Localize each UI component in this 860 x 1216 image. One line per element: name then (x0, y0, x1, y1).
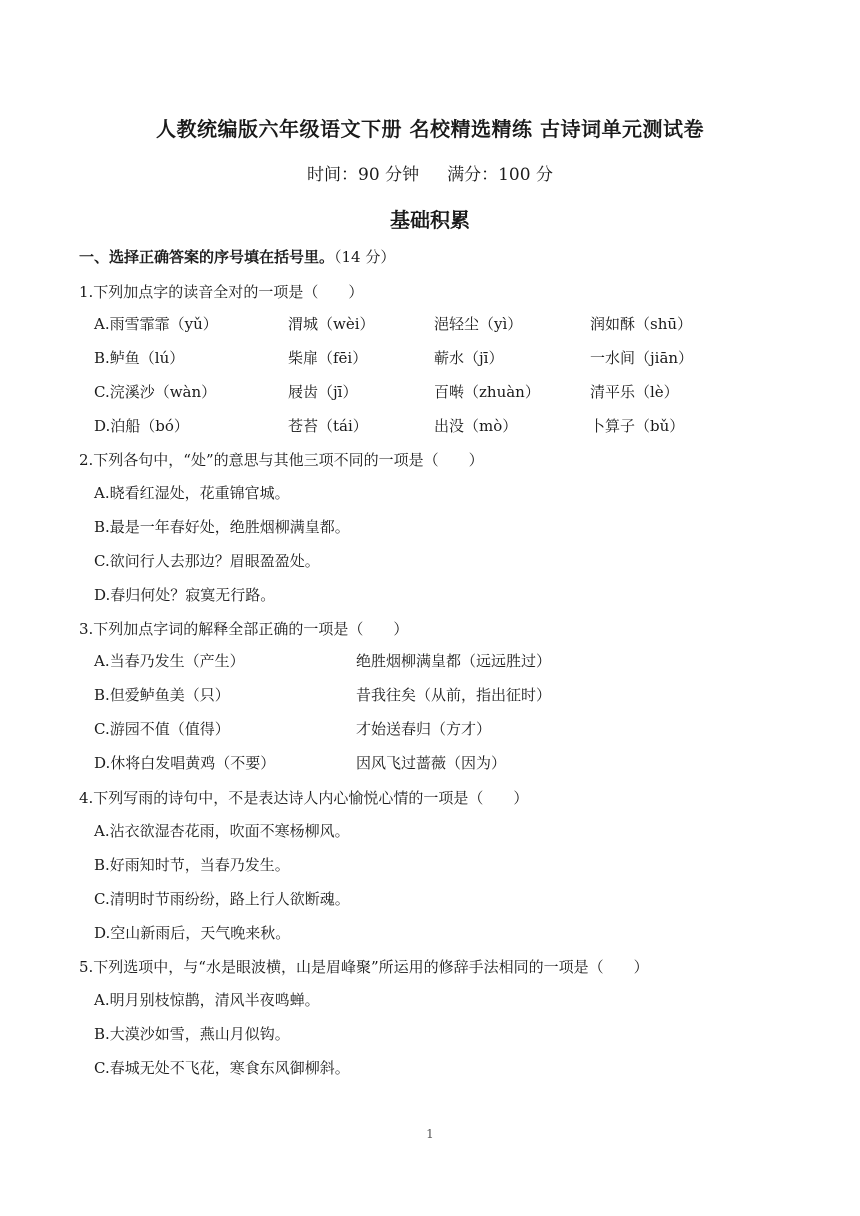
q5-option: A.明月别枝惊鹊，清风半夜鸣蝉。 (94, 991, 320, 1009)
q4-option: A.沾衣欲湿杏花雨，吹面不寒杨柳风。 (94, 822, 350, 840)
exam-meta (0, 160, 860, 185)
q1-option-cell: C.浣溪沙（wàn） (94, 383, 217, 401)
q1-option-cell: B.鲈鱼（lú） (94, 349, 185, 367)
q1-option-cell: A.雨雪霏霏（yǔ） (94, 315, 218, 333)
q1-stem: 1.下列加点字的读音全对的一项是（ ） (79, 283, 364, 301)
q2-option: A.晓看红湿处，花重锦官城。 (94, 484, 290, 502)
section-title: 基础积累 (390, 208, 470, 232)
part-points: （14 分） (334, 248, 396, 266)
page-title: 人教统编版六年级语文下册 名校精选精练 古诗词单元测试卷 (156, 117, 704, 141)
q1-option-cell: 百啭（zhuàn） (434, 383, 540, 401)
q2-stem: 2.下列各句中，“处”的意思与其他三项不同的一项是（ ） (79, 451, 484, 469)
q2-option: B.最是一年春好处，绝胜烟柳满皇都。 (94, 518, 350, 536)
part-heading-text: 一、选择正确答案的序号填在括号里。 (79, 248, 335, 266)
part-heading (79, 246, 395, 267)
q1-option-cell: 出没（mò） (434, 417, 518, 435)
q3-option-cell: 昔我往矣（从前，指出征时） (356, 686, 552, 704)
q3-option-cell: 因风飞过蔷薇（因为） (356, 754, 507, 772)
q3-option-cell: 绝胜烟柳满皇都（远远胜过） (356, 652, 552, 670)
q3-option-cell: B.但爱鲈鱼美（只） (94, 686, 230, 704)
q1-option-cell: 渭城（wèi） (288, 315, 375, 333)
q4-option: C.清明时节雨纷纷，路上行人欲断魂。 (94, 890, 350, 908)
q3-option-cell: 才始送春归（方才） (356, 720, 492, 738)
q2-option: C.欲问行人去那边？眉眼盈盈处。 (94, 552, 320, 570)
q3-option-cell: A.当春乃发生（产生） (94, 652, 245, 670)
q3-option-cell: D.休将白发唱黄鸡（不要） (94, 754, 276, 772)
q4-stem: 4.下列写雨的诗句中，不是表达诗人内心愉悦心情的一项是（ ） (79, 789, 529, 807)
q1-option-cell: 清平乐（lè） (590, 383, 679, 401)
q1-option-cell: 浥轻尘（yì） (434, 315, 523, 333)
q2-option: D.春归何处？寂寞无行路。 (94, 586, 276, 604)
q1-option-cell: 苍苔（tái） (288, 417, 368, 435)
q5-option: C.春城无处不飞花，寒食东风御柳斜。 (94, 1059, 350, 1077)
q1-option-cell: 蕲水（jī） (434, 349, 504, 367)
q1-option-cell: D.泊船（bó） (94, 417, 189, 435)
page-number: 1 (426, 1127, 434, 1141)
q1-option-cell: 屐齿（jī） (288, 383, 358, 401)
q3-option-cell: C.游园不值（值得） (94, 720, 230, 738)
q1-option-cell: 卜算子（bǔ） (590, 417, 685, 435)
q4-option: D.空山新雨后，天气晚来秋。 (94, 924, 291, 942)
exam-score: 满分：100 分 (447, 165, 553, 185)
q1-option-cell: 润如酥（shū） (590, 315, 693, 333)
q4-option: B.好雨知时节，当春乃发生。 (94, 856, 290, 874)
q1-option-cell: 一水间（jiān） (590, 349, 694, 367)
q5-option: B.大漠沙如雪，燕山月似钩。 (94, 1025, 290, 1043)
q1-option-cell: 柴扉（fēi） (288, 349, 368, 367)
q5-stem: 5.下列选项中，与“水是眼波横，山是眉峰聚”所运用的修辞手法相同的一项是（ ） (79, 958, 649, 976)
exam-time: 时间：90 分钟 (307, 165, 420, 185)
q3-stem: 3.下列加点字词的解释全部正确的一项是（ ） (79, 620, 409, 638)
